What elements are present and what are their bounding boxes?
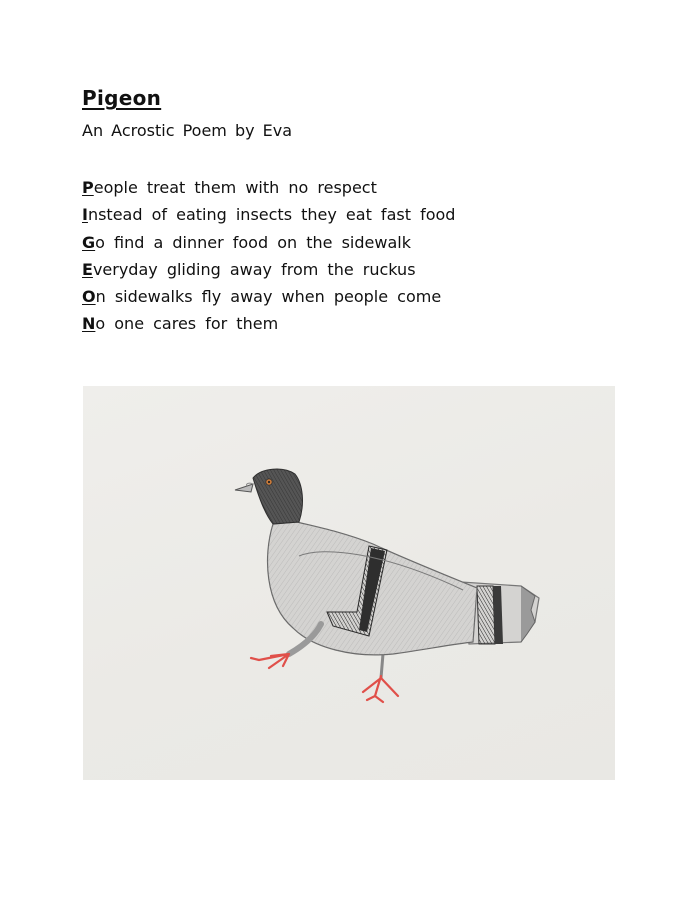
back-leg bbox=[363, 654, 398, 702]
pigeon-body bbox=[268, 522, 477, 655]
poem-line-text: veryday gliding away from the ruckus bbox=[92, 259, 416, 279]
poem-line-text: o one cares for them bbox=[95, 314, 279, 334]
acrostic-initial: I bbox=[82, 205, 88, 225]
poem-line bbox=[82, 283, 455, 310]
acrostic-initial: G bbox=[82, 232, 96, 252]
poem-line bbox=[82, 174, 455, 201]
acrostic-initial: O bbox=[82, 287, 96, 307]
poem-line-text: nstead of eating insects they eat fast food bbox=[87, 205, 456, 225]
poem-line bbox=[82, 310, 455, 337]
poem-line-text: eople treat them with no respect bbox=[93, 178, 377, 197]
poem-line bbox=[82, 201, 455, 228]
pigeon-drawing bbox=[83, 386, 615, 780]
poem-title: Pigeon bbox=[82, 86, 162, 110]
acrostic-initial: N bbox=[82, 314, 96, 334]
poem-line-text: o find a dinner food on the sidewalk bbox=[95, 232, 411, 252]
pigeon-illustration bbox=[83, 386, 615, 780]
acrostic-initial: E bbox=[82, 259, 93, 279]
poem-line bbox=[82, 229, 455, 256]
poem-line bbox=[82, 256, 455, 283]
poem-line-text: n sidewalks fly away when people come bbox=[95, 287, 442, 307]
poem-subtitle: An Acrostic Poem by Eva bbox=[82, 121, 293, 140]
pigeon-head bbox=[235, 469, 302, 524]
acrostic-initial: P bbox=[82, 178, 94, 197]
acrostic-poem bbox=[82, 174, 455, 338]
